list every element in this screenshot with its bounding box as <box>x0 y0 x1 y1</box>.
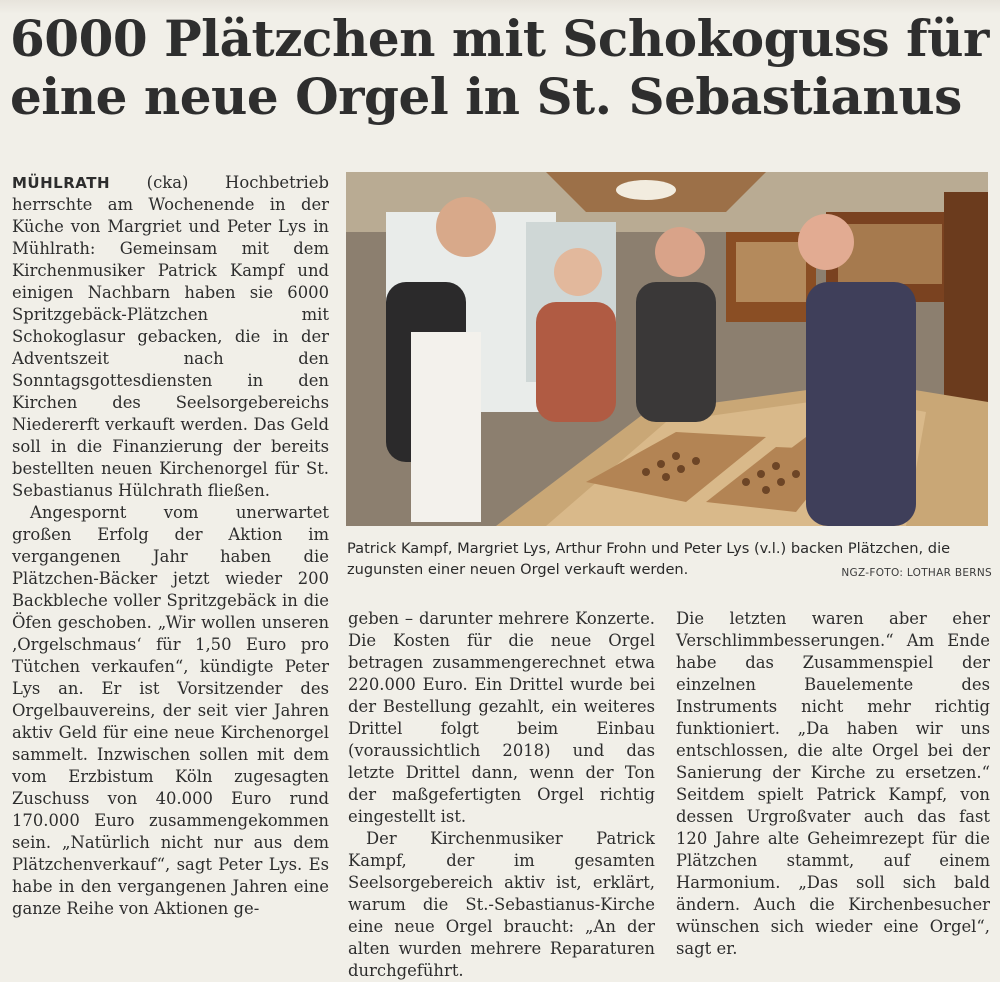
paragraph: geben – darunter mehrere Konzerte. Die Kosten für die neue Orgel betragen zusammengerechnet etwa 220.000 Euro. Ein Drittel wurde bei der Bestellung gezahlt, ein weiteres Drittel folgt beim Einbau (voraussichtlich 2018) und das letzte Drittel dann, wenn der Ton der maßgefertigten Orgel richtig eingestellt ist. <box>348 609 655 826</box>
paragraph: Angespornt vom unerwartet großen Erfolg der Aktion im vergangenen Jahr haben die Plätzchen-Bäcker jetzt wieder 200 Backbleche voller Spritzgebäck in die Öfen geschoben. „Wir wollen unseren ‚Orgelschmaus‘ für 1,50 Euro pro Tütchen verkaufen“, kündigte Peter Lys an. Er ist Vorsitzender des Orgelbauvereins, der seit vier Jahren aktiv Geld für eine neue Kirchenorgel sammelt. Inzwischen sollen mit dem vom Erzbistum Köln zugesagten Zuschuss von 40.000 Euro rund 170.000 Euro zusammengekommen sein. „Natürlich nicht nur aus dem Plätzchenverkauf“, sagt Peter Lys. Es habe in den vergangenen Jahren eine ganze Reihe von Aktionen ge- <box>12 503 329 918</box>
paragraph <box>12 172 329 502</box>
headline: 6000 Plätzchen mit Schokoguss für eine neue Orgel in St. Sebastianus <box>10 9 989 126</box>
paragraph-text: (cka) Hochbetrieb herrschte am Wochenende in der Küche von Margriet und Peter Lys in Mühlrath: Gemeinsam mit dem Kirchenmusiker Patrick Kampf und einigen Nachbarn haben sie 6000 Spritzgebäck-Plätzchen mit Schokoglasur gebacken, die in der Adventszeit nach den Sonntagsgottesdiensten in den Kirchen des Seelsorgebereichs Niedererft verkauft werden. Das Geld soll in die Finanzierung der bereits bestellten neuen Kirchenorgel für St. Sebastianus Hülchrath fließen. <box>12 173 329 500</box>
article-photo <box>346 172 988 526</box>
paragraph: Die letzten waren aber eher Verschlimmbesserungen.“ Am Ende habe das Zusammenspiel der einzelnen Bauelemente des Instruments nicht mehr richtig funktioniert. „Da haben wir uns entschlossen, die alte Orgel bei der Sanierung der Kirche zu ersetzen.“ Seitdem spielt Patrick Kampf, von dessen Urgroßvater auch das fast 120 Jahre alte Geheimrezept für die Plätzchen stammt, auf einem Harmonium. „Das soll sich bald ändern. Auch die Kirchenbesucher wünschen sich wieder eine Orgel“, sagt er. <box>676 609 990 958</box>
article-column-3 <box>676 608 990 960</box>
paragraph: Der Kirchenmusiker Patrick Kampf, der im gesamten Seelsorgebereich aktiv ist, erklärt, warum die St.-Sebastianus-Kirche eine neue Orgel braucht: „An der alten wurden mehrere Reparaturen durchgeführt. <box>348 829 655 980</box>
photo-caption: Patrick Kampf, Margriet Lys, Arthur Frohn und Peter Lys (v.l.) backen Plätzchen, die zugunsten einer neuen Orgel verkauft werden. <box>347 540 951 578</box>
dateline: MÜHLRATH <box>12 174 110 192</box>
photo-credit: NGZ-FOTO: LOTHAR BERNS <box>841 567 992 579</box>
article-column-1 <box>12 172 329 920</box>
baking-scene-image <box>346 172 988 526</box>
article-column-2 <box>348 608 655 982</box>
